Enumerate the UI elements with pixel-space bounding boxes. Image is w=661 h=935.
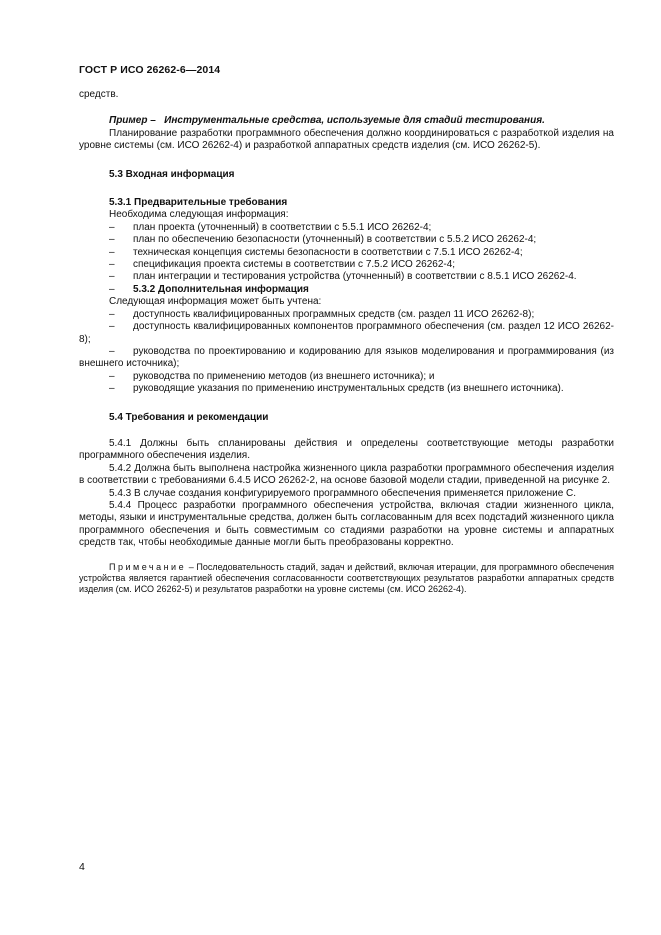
list-item: – доступность квалифицированных программных средств (см. раздел 11 ИСО 26262-8); [109, 308, 535, 320]
example-line [79, 115, 614, 127]
page-content [79, 89, 614, 595]
example-label: Пример – [109, 115, 156, 127]
continued-text: средств. [79, 89, 119, 100]
paragraph-5-4-4: 5.4.4 Процесс разработки программного обеспечения устройства, включая стадии жизненного цикла, методы, языки и инструментальные средства, должен быть согласованным для всех подстадий жизненного цикла программного обеспечения и быть совместимым со стадиями разработки на уровне системы и аппаратных средств так, чтобы необходимые данные могли быть преобразованы корректно. [79, 499, 614, 549]
paragraph-required-info: Необходима следующая информация: [109, 209, 289, 221]
list-item: – руководства по применению методов (из внешнего источника); и [109, 370, 435, 382]
example-title: Инструментальные средства, используемые для стадий тестирования. [164, 115, 545, 127]
note-label: Примечание [109, 561, 187, 572]
section-heading-5-3: 5.3 Входная информация [109, 168, 235, 180]
paragraph-5-4-3: 5.4.3 В случае создания конфигурируемого программного обеспечения применяется приложение С. [109, 487, 577, 499]
section-heading-5-3-2: 5.3.2 Дополнительная информация [133, 283, 309, 295]
list-item: – план проекта (уточненный) в соответствии с 5.5.1 ИСО 26262-4; [109, 221, 432, 233]
page-header: ГОСТ Р ИСО 26262-6—2014 [79, 64, 221, 76]
paragraph-5-4-2: 5.4.2 Должна быть выполнена настройка жизненного цикла разработки программного обеспечения изделия в соответствии с требованиями 6.4.5 ИСО 26262-2, на основе базовой модели стадии, приведенной на рисунке 2. [79, 462, 614, 487]
section-heading-5-3-2-line: – 5.3.2 Дополнительная информация [79, 284, 614, 296]
list-item: – руководящие указания по применению инструментальных средств (из внешнего источника). [109, 383, 564, 395]
note-text: – Последовательность стадий, задач и действий, включая итерации, для программного обеспечения устройства является гарантией обеспечения согласованности соответствующих результатов разработки аппаратных средств изделия (см. ИСО 26262-5) и результатов разработки на уровне системы (см. ИСО 26262-4). [79, 561, 614, 594]
list-item: – спецификация проекта системы в соответствии с 7.5.2 ИСО 26262-4; [109, 259, 456, 271]
list-item: – план по обеспечению безопасности (уточненный) в соответствии с 5.5.2 ИСО 26262-4; [109, 234, 537, 246]
list-item: – доступность квалифицированных компонентов программного обеспечения (см. раздел 12 ИСО 26262-8); [79, 321, 614, 345]
list-item: – руководства по проектированию и кодированию для языков моделирования и программирования (из внешнего источника); [79, 345, 614, 370]
list-item: – план интеграции и тестирования устройства (уточненный) в соответствии с 8.5.1 ИСО 26262-4. [109, 271, 577, 283]
section-heading-5-3-1: 5.3.1 Предварительные требования [109, 197, 288, 209]
list-item: – техническая концепция системы безопасности в соответствии с 7.5.1 ИСО 26262-4; [109, 246, 523, 258]
paragraph-5-4-1: 5.4.1 Должны быть спланированы действия и определены соответствующие методы разработки программного обеспечения изделия. [79, 437, 614, 462]
paragraph-optional-info: Следующая информация может быть учтена: [109, 296, 322, 308]
page-number: 4 [79, 861, 85, 873]
paragraph-planning: Планирование разработки программного обеспечения должно координироваться с разработкой изделия на уровне системы (см. ИСО 26262-4) и разработкой аппаратных средств изделия (см. ИСО 26262-5). [79, 127, 614, 152]
note [79, 562, 614, 595]
section-heading-5-4: 5.4 Требования и рекомендации [109, 411, 269, 423]
